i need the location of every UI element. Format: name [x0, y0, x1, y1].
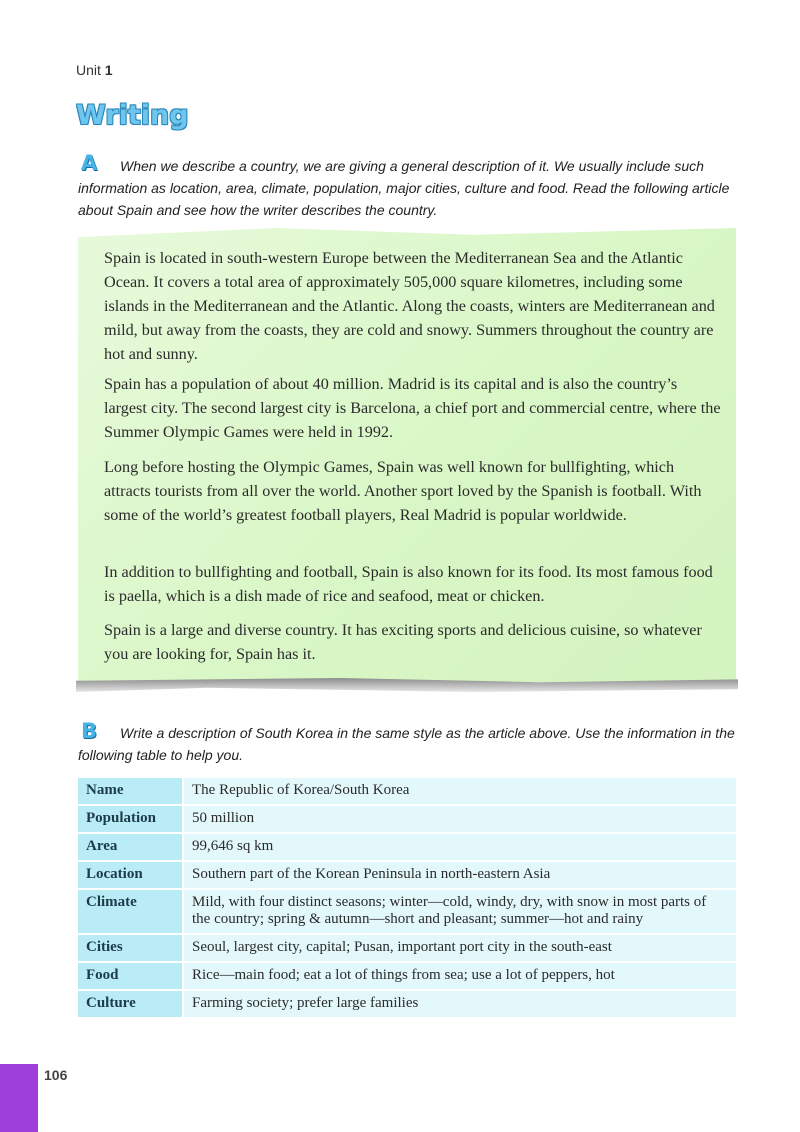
table-row: [78, 834, 736, 860]
section-a-instruction-text: When we describe a country, we are giving a general description of it. We usually include such information as location, area, climate, population, major cities, culture and food. Read the following article about Spain and see how the writer describes the country.: [78, 158, 730, 218]
table-key: Cities: [78, 935, 184, 961]
section-a-letter: A: [80, 151, 98, 175]
article-paragraph: Spain has a population of about 40 million. Madrid is its capital and is also the country’s largest city. The second largest city is Barcelona, a chief port and commercial centre, where the Summer Olympic Games were held in 1992.: [104, 375, 721, 441]
table-row: [78, 935, 736, 961]
article-paragraph: Spain is a large and diverse country. It has exciting sports and delicious cuisine, so whatever you are looking for, Spain has it.: [104, 621, 702, 663]
article-paragraph: In addition to bullfighting and football, Spain is also known for its food. Its most famous food is paella, which is a dish made of rice and seafood, meat or chicken.: [104, 563, 713, 605]
article-paragraph: Long before hosting the Olympic Games, Spain was well known for bullfighting, which attracts tourists from all over the world. Another sport loved by the Spanish is football. With some of the world’s greatest football players, Real Madrid is popular worldwide.: [104, 458, 702, 524]
table-value: Southern part of the Korean Peninsula in north-eastern Asia: [184, 862, 736, 888]
page-number: 106: [44, 1067, 68, 1083]
unit-label: [76, 62, 113, 78]
table-row: [78, 862, 736, 888]
table-value: The Republic of Korea/South Korea: [184, 778, 736, 804]
table-key: Location: [78, 862, 184, 888]
table-value: Rice—main food; eat a lot of things from sea; use a lot of peppers, hot: [184, 963, 736, 989]
table-row: [78, 963, 736, 989]
page-color-tab: [0, 1064, 38, 1132]
table-key: Culture: [78, 991, 184, 1017]
korea-info-table: [78, 776, 736, 1019]
article-paragraph: Spain is located in south-western Europe between the Mediterranean Sea and the Atlantic Ocean. It covers a total area of approximately 505,000 square kilometres, including some islands in the Mediterranean and the Atlantic. Along the coasts, winters are Mediterranean and mild, but away from the coasts, they are cold and snowy. Summers throughout the country are hot and sunny.: [104, 249, 715, 363]
page-title: Writing: [76, 100, 189, 131]
table-key: Area: [78, 834, 184, 860]
table-value: 50 million: [184, 806, 736, 832]
section-b-letter: B: [80, 719, 97, 743]
section-b-instruction: [78, 719, 736, 766]
table-value: Mild, with four distinct seasons; winter—cold, windy, dry, with snow in most parts of the country; spring & autumn—short and pleasant; summer—hot and rainy: [184, 890, 736, 933]
table-row: [78, 806, 736, 832]
unit-label-text: Unit: [76, 62, 101, 78]
section-b-instruction-text: Write a description of South Korea in the same style as the article above. Use the information in the following table to help you.: [78, 725, 735, 763]
table-key: Food: [78, 963, 184, 989]
table-key: Population: [78, 806, 184, 832]
table-row: [78, 778, 736, 804]
section-a-instruction: [78, 155, 736, 221]
table-value: Seoul, largest city, capital; Pusan, important port city in the south-east: [184, 935, 736, 961]
table-value: 99,646 sq km: [184, 834, 736, 860]
table-value: Farming society; prefer large families: [184, 991, 736, 1017]
table-key: Name: [78, 778, 184, 804]
table-row: [78, 991, 736, 1017]
table-key: Climate: [78, 890, 184, 933]
table-row: [78, 890, 736, 933]
unit-number: 1: [104, 62, 113, 78]
